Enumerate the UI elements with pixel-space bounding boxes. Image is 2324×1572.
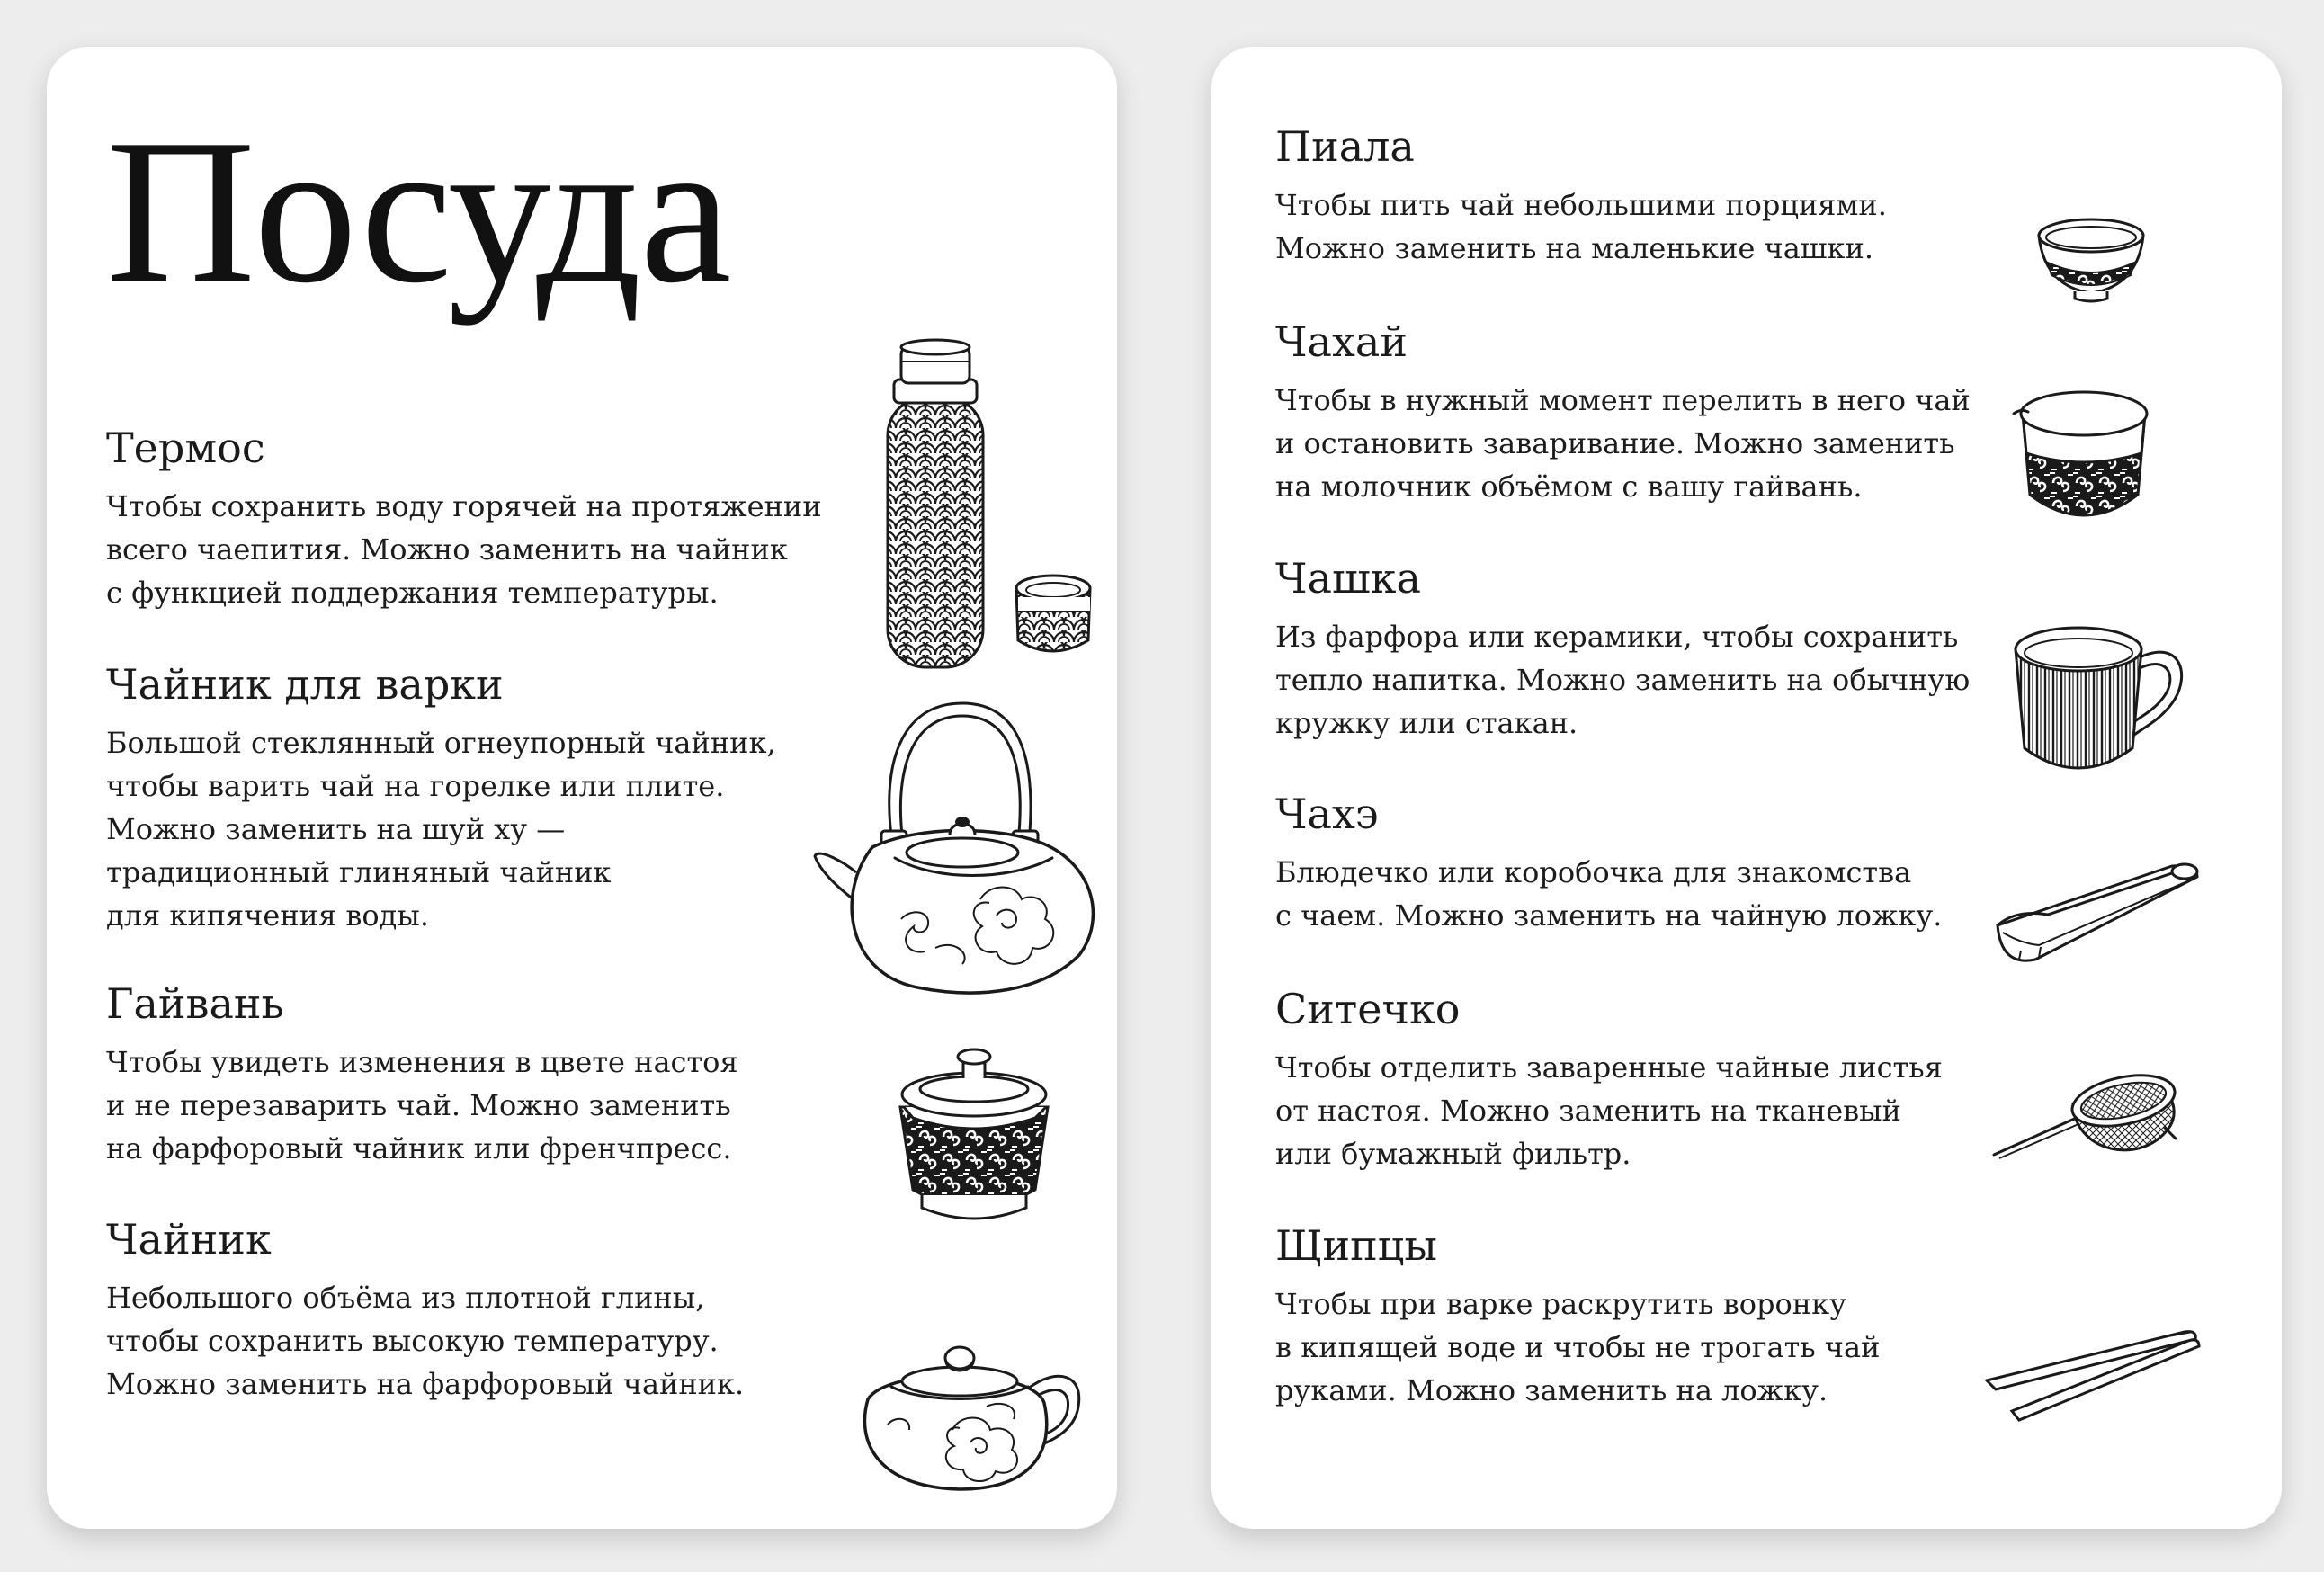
page-title: Посуда bbox=[106, 96, 730, 326]
item-description: Небольшого объёма из плотной глины, чтобы сохранить высокую температуру. Можно заменить на фарфоровый чайник. bbox=[106, 1280, 745, 1401]
item-title: Щипцы bbox=[1275, 1221, 1438, 1270]
gaiwan-icon bbox=[870, 1032, 1078, 1240]
item-description: Чтобы в нужный момент перелить в него чай и остановить заваривание. Можно заменить на молочник объёмом с вашу гайвань. bbox=[1275, 382, 1971, 504]
item-tongs bbox=[1275, 1222, 1880, 1412]
item-description: Большой стеклянный огнеупорный чайник, чтобы варить чай на горелке или плите. Можно заменить на шуй ху — традиционный глиняный чайник для кипячения воды. bbox=[106, 725, 776, 933]
item-description: Чтобы увидеть изменения в цвете настоя и не перезаварить чай. Можно заменить на фарфоровый чайник или френчпресс. bbox=[106, 1044, 738, 1166]
fairness-pitcher-icon bbox=[2003, 378, 2165, 540]
tea-scoop-icon bbox=[1985, 843, 2210, 978]
item-teapot bbox=[106, 1216, 744, 1406]
item-title: Гайвань bbox=[106, 979, 284, 1028]
item-title: Чахай bbox=[1275, 317, 1408, 366]
item-description: Чтобы при варке раскрутить воронку в кипящей воде и чтобы не трогать чай руками. Можно заменить на ложку. bbox=[1275, 1286, 1881, 1407]
item-description: Чтобы отделить заваренные чайные листья от настоя. Можно заменить на тканевый или бумажный фильтр. bbox=[1275, 1049, 1943, 1171]
left-page-card bbox=[47, 47, 1117, 1529]
tongs-icon bbox=[1976, 1310, 2210, 1427]
cup-icon bbox=[2003, 604, 2201, 802]
item-description: Чтобы пить чай небольшими порциями. Можно заменить на маленькие чашки. bbox=[1275, 187, 1887, 265]
item-title: Чахэ bbox=[1275, 790, 1379, 838]
item-fairness-pitcher bbox=[1275, 318, 1971, 508]
item-title: Чашка bbox=[1275, 554, 1421, 603]
item-brewing-kettle bbox=[106, 661, 776, 937]
strainer-icon bbox=[1985, 1054, 2192, 1189]
thermos-icon bbox=[856, 327, 1126, 678]
item-description: Чтобы сохранить воду горячей на протяжении всего чаепития. Можно заменить на чайник с функцией поддержания температуры. bbox=[106, 488, 822, 610]
item-description: Блюдечко или коробочка для знакомства с чаем. Можно заменить на чайную ложку. bbox=[1275, 854, 1943, 933]
item-gaiwan bbox=[106, 980, 738, 1170]
item-title: Пиала bbox=[1275, 122, 1415, 171]
tea-bowl-icon bbox=[2028, 200, 2154, 308]
brewing-kettle-icon bbox=[809, 667, 1124, 1009]
item-description: Из фарфора или керамики, чтобы сохранить тепло напитка. Можно заменить на обычную кружку или стакан. bbox=[1275, 619, 1971, 740]
item-cup bbox=[1275, 555, 1970, 745]
item-title: Чайник bbox=[106, 1215, 272, 1264]
item-title: Чайник для варки bbox=[106, 660, 504, 709]
teapot-icon bbox=[852, 1317, 1095, 1496]
item-title: Ситечко bbox=[1275, 985, 1461, 1033]
item-title: Термос bbox=[106, 424, 265, 472]
item-tea-bowl bbox=[1275, 123, 1887, 270]
right-page-card bbox=[1211, 47, 2282, 1529]
item-strainer bbox=[1275, 986, 1943, 1175]
item-thermos bbox=[106, 424, 822, 614]
item-tea-scoop bbox=[1275, 790, 1942, 937]
